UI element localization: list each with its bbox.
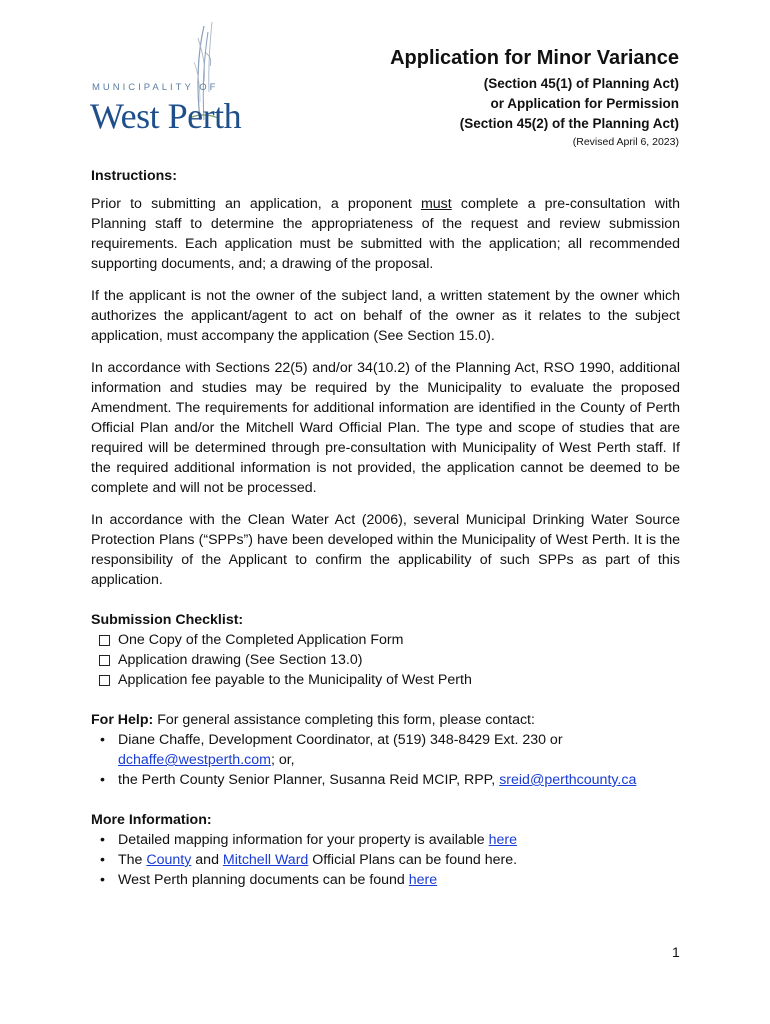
county-plan-link[interactable]: County <box>146 852 192 868</box>
mapping-link[interactable]: here <box>488 832 518 848</box>
checkbox[interactable] <box>99 655 110 666</box>
checkbox[interactable] <box>99 675 110 686</box>
mitchell-ward-plan-link[interactable]: Mitchell Ward <box>222 852 309 868</box>
planning-docs-link[interactable]: here <box>408 872 438 888</box>
instructions-paragraph-3: In accordance with Sections 22(5) and/or 34(10.2) of the Planning Act, RSO 1990, additional information and studies may be required by the Municipality to evaluate the proposed Amendment. The requirements for additional information are identified in the County of Perth Official Plan and/or the Mitchell Ward Official Plan. The type and scope of studies that are required will be determined through pre-consultation with Municipality of West Perth staff. If the required additional information is not provided, the application cannot be deemed to be complete and will not be processed. <box>91 360 680 496</box>
instructions-paragraph-4: In accordance with the Clean Water Act (2006), several Municipal Drinking Water Source Protection Plans (“SPPs”) have been developed within the Municipality of West Perth. It is the responsibility of the Applicant to confirm the applicability of such SPPs as part of this application. <box>91 512 680 588</box>
list-item <box>91 830 680 850</box>
bullet-icon: • <box>100 832 105 848</box>
email-link-dchaffe[interactable]: dchaffe@westperth.com <box>118 752 271 768</box>
help-item1-after: ; or, <box>270 752 295 768</box>
p1-emphasis: must <box>420 196 452 212</box>
p1-text-after: complete a pre-consultation with Planning staff to determine the appropriateness of the request and review submission requirements. Each application must be submitted with the application; all recommended supporting documents, and; a drawing of the proposal. <box>91 196 680 272</box>
document-body <box>91 166 680 890</box>
bullet-icon: • <box>100 852 105 868</box>
instructions-paragraph-1 <box>91 194 680 274</box>
document-title: Application for Minor Variance <box>390 47 679 69</box>
bullet-icon: • <box>100 872 105 888</box>
bullet-icon: • <box>100 772 105 788</box>
instructions-heading: Instructions: <box>91 168 177 184</box>
more-info-heading: More Information: <box>91 812 212 828</box>
contact-susanna: the Perth County Senior Planner, Susanna Reid MCIP, RPP, <box>118 772 500 788</box>
planning-docs-text: West Perth planning documents can be found <box>118 872 409 888</box>
checkbox[interactable] <box>99 635 110 646</box>
document-subtitle-1: (Section 45(1) of Planning Act) <box>483 76 679 91</box>
help-intro-line <box>91 710 680 730</box>
list-item <box>91 850 680 870</box>
document-header <box>259 46 679 150</box>
logo-town-name: West Perth <box>90 96 242 136</box>
more-info-list <box>91 830 680 890</box>
submission-checklist <box>91 610 680 690</box>
list-item <box>91 770 680 790</box>
logo-municipality-text: MUNICIPALITY OF <box>92 82 219 93</box>
checklist-item[interactable] <box>99 670 680 690</box>
document-subtitle-2: or Application for Permission <box>490 96 679 111</box>
plans-text-mid: and <box>191 852 223 868</box>
help-heading: For Help: <box>91 712 154 728</box>
mapping-text: Detailed mapping information for your property is available <box>118 832 489 848</box>
p1-text-before: Prior to submitting an application, a proponent <box>91 196 421 212</box>
plans-text-after: Official Plans can be found here. <box>308 852 518 868</box>
checklist-item[interactable] <box>99 630 680 650</box>
help-list <box>91 730 680 790</box>
checklist-item-label: One Copy of the Completed Application Form <box>118 632 404 648</box>
west-perth-logo <box>86 22 256 134</box>
page-number: 1 <box>672 944 680 960</box>
checklist-item[interactable] <box>99 650 680 670</box>
document-subtitle-3: (Section 45(2) of the Planning Act) <box>459 116 679 131</box>
checklist-heading: Submission Checklist: <box>91 612 244 628</box>
help-intro: For general assistance completing this form, please contact: <box>153 712 535 728</box>
revision-date: (Revised April 6, 2023) <box>572 136 679 148</box>
more-info-section <box>91 810 680 890</box>
list-item <box>91 870 680 890</box>
help-section <box>91 710 680 790</box>
email-link-sreid[interactable]: sreid@perthcounty.ca <box>499 772 637 788</box>
plans-text-pre: The <box>118 852 147 868</box>
bullet-icon: • <box>100 732 105 748</box>
checklist-item-label: Application fee payable to the Municipality of West Perth <box>118 672 472 688</box>
instructions-paragraph-2: If the applicant is not the owner of the subject land, a written statement by the owner which authorizes the applicant/agent to act on behalf of the owner as it relates to the subject application, must accompany the application (See Section 15.0). <box>91 288 680 344</box>
contact-diane: Diane Chaffe, Development Coordinator, at (519) 348-8429 Ext. 230 or <box>118 732 563 748</box>
checklist-item-label: Application drawing (See Section 13.0) <box>118 652 363 668</box>
list-item <box>91 730 680 770</box>
